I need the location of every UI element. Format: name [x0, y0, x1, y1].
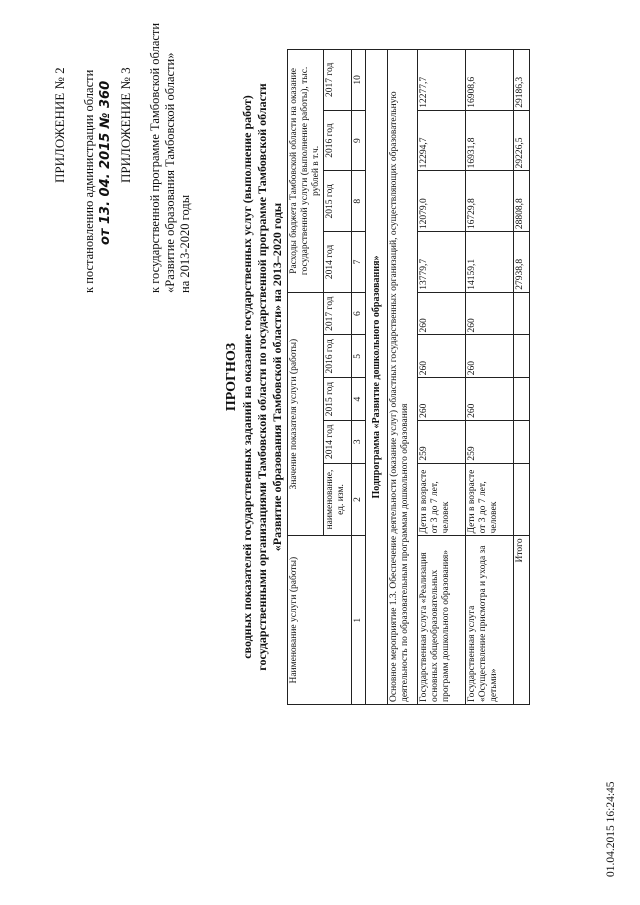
document-subtitle-3: «Развитие образования Тамбовской области» на 2013–2020 годы: [270, 202, 284, 552]
column-number: 2: [352, 463, 366, 536]
col-header-year: 2014 год: [324, 232, 352, 293]
subprogram-heading: Подпрограмма «Развитие дошкольного образования»: [366, 50, 388, 705]
document-subtitle-1: сводных показателей государственных заданий на оказание государственных услуг (выполнение работ): [240, 95, 254, 659]
service-name-cell: Государственная услуга «Реализация основных общеобразовательных программ дошкольного образования»: [418, 536, 466, 705]
total-empty-cell: [514, 378, 530, 421]
appendix-3-title: ПРИЛОЖЕНИЕ № 3: [118, 67, 133, 183]
total-empty-cell: [514, 335, 530, 378]
col-header-year: 2015 год: [324, 171, 352, 232]
value-cell: 260: [466, 378, 514, 421]
expense-cell: 16729,8: [466, 171, 514, 232]
total-expense-cell: 27938,8: [514, 232, 530, 293]
service-name-cell: Государственная услуга «Осуществление присмотра и ухода за детьми»: [466, 536, 514, 705]
column-number: 7: [352, 232, 366, 293]
col-header-year: 2015 год: [324, 378, 352, 421]
column-number: 6: [352, 292, 366, 335]
value-cell: 259: [418, 420, 466, 463]
print-timestamp: 01.04.2015 16:24:45: [605, 781, 617, 877]
col-header-year: 2016 год: [324, 110, 352, 171]
col-header-service-name: Наименование услуги (работы): [288, 536, 352, 705]
total-expense-cell: 29186,3: [514, 50, 530, 111]
col-header-indicator: Значение показателя услуги (работы): [288, 292, 324, 536]
column-number: 1: [352, 536, 366, 705]
col-header-year: 2017 год: [324, 50, 352, 111]
col-header-unit: наименование, ед. изм.: [324, 463, 352, 536]
expense-cell: 12294,7: [418, 110, 466, 171]
document-title: ПРОГНОЗ: [224, 342, 239, 412]
column-number: 5: [352, 335, 366, 378]
appendix-2-decree: к постановлению администрации области: [82, 69, 96, 293]
total-empty-cell: [514, 463, 530, 536]
expense-cell: 12079,0: [418, 171, 466, 232]
value-cell: 259: [466, 420, 514, 463]
handwritten-date: от 13. 04. 2015 № 360: [98, 80, 113, 245]
expense-cell: 16931,8: [466, 110, 514, 171]
total-empty-cell: [514, 420, 530, 463]
value-cell: 260: [418, 292, 466, 335]
unit-cell: Дети в возрасте от 3 до 7 лет, человек: [418, 463, 466, 536]
total-label: Итого: [514, 536, 530, 705]
value-cell: 260: [418, 378, 466, 421]
value-cell: 260: [466, 292, 514, 335]
appendix-3-program-name: «Развитие образования Тамбовской области»: [163, 52, 177, 293]
activity-row: Основное мероприятие 1.3. Обеспечение деятельности (оказание услуг) областных государственных организаций, осуществляющих образовательную деятельность по образовательным программам дошкольного образования: [388, 50, 418, 705]
expense-cell: 12277,7: [418, 50, 466, 111]
forecast-table: [287, 49, 530, 705]
column-number: 3: [352, 420, 366, 463]
column-number: 9: [352, 110, 366, 171]
total-expense-cell: 28808,8: [514, 171, 530, 232]
col-header-year: 2014 год: [324, 420, 352, 463]
column-number: 8: [352, 171, 366, 232]
value-cell: 260: [466, 335, 514, 378]
document-subtitle-2: государственными организациями Тамбовской области по государственной программе Тамбовской области: [255, 83, 269, 671]
total-empty-cell: [514, 292, 530, 335]
total-expense-cell: 29226,5: [514, 110, 530, 171]
expense-cell: 13779,7: [418, 232, 466, 293]
appendix-3-program-line: к государственной программе Тамбовской области: [148, 22, 162, 293]
expense-cell: 14159,1: [466, 232, 514, 293]
column-number: 10: [352, 50, 366, 111]
expense-cell: 16908,6: [466, 50, 514, 111]
value-cell: 260: [418, 335, 466, 378]
appendix-3-years: на 2013-2020 годы: [178, 194, 192, 293]
unit-cell: Дети в возрасте от 3 до 7 лет, человек: [466, 463, 514, 536]
col-header-year: 2017 год: [324, 292, 352, 335]
col-header-year: 2016 год: [324, 335, 352, 378]
col-header-expenses: Расходы бюджета Тамбовской области на оказание государственной услуги (выполнение работы), тыс. рублей в т.ч.: [288, 50, 324, 293]
appendix-2-title: ПРИЛОЖЕНИЕ № 2: [52, 67, 67, 183]
column-number: 4: [352, 378, 366, 421]
